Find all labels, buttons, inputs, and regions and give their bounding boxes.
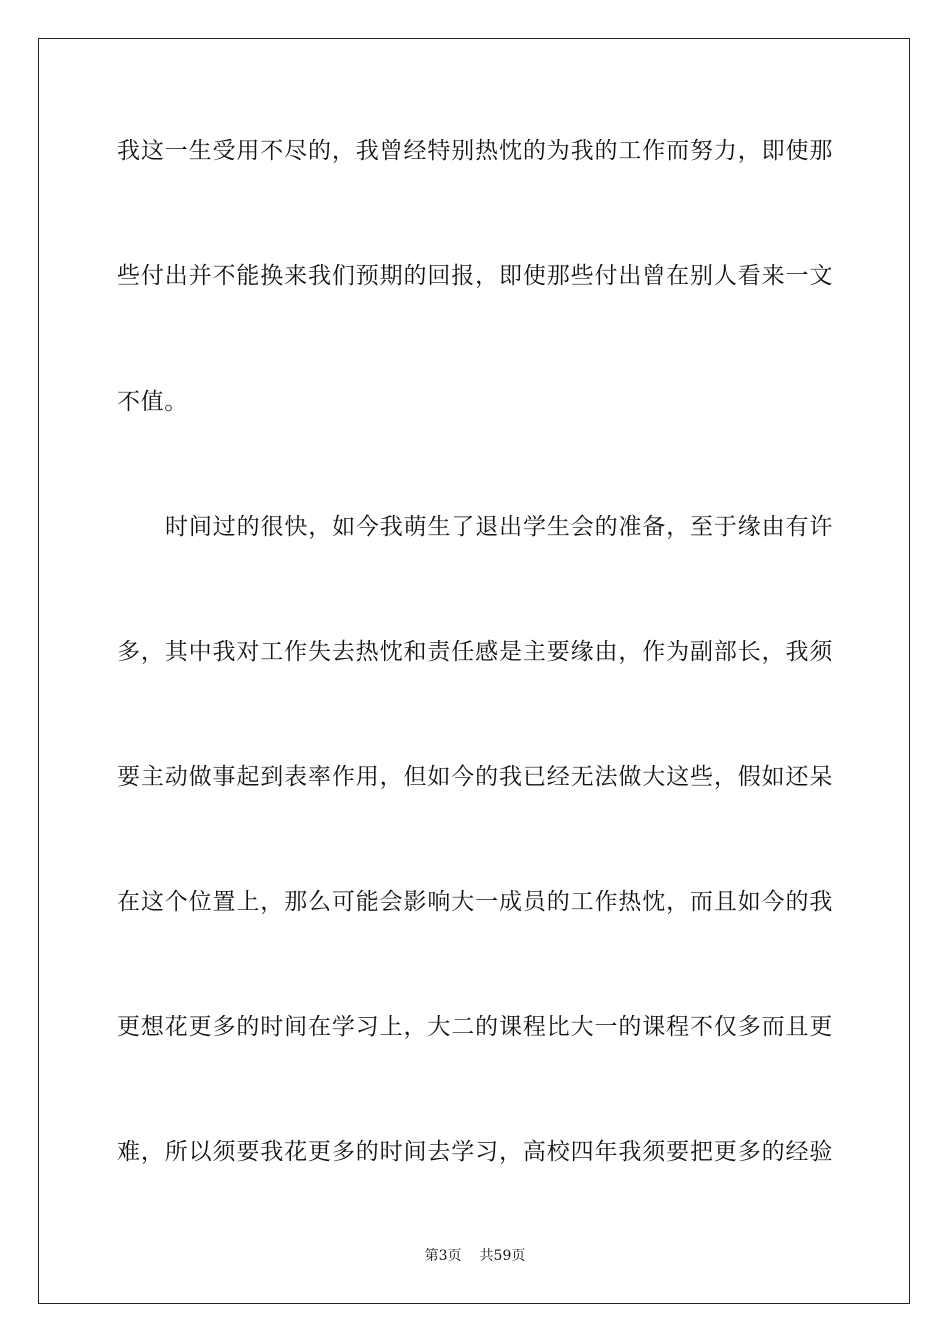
text-line-4: 时间过的很快，如今我萌生了退出学生会的准备，至于缘由有许: [165, 514, 833, 540]
page-border: [38, 38, 910, 1304]
page-footer: [0, 1246, 950, 1266]
text-line-8: 更想花更多的时间在学习上，大二的课程比大一的课程不仅多而且更: [117, 1014, 833, 1040]
text-line-6: 要主动做事起到表率作用，但如今的我已经无法做大这些，假如还呆: [117, 764, 833, 790]
text-line-3: 不值。: [117, 389, 188, 415]
text-line-7: 在这个位置上，那么可能会影响大一成员的工作热忱，而且如今的我: [117, 889, 833, 915]
text-line-9: 难，所以须要我花更多的时间去学习，高校四年我须要把更多的经验: [117, 1139, 833, 1165]
page-total: 共59页: [479, 1248, 526, 1264]
text-line-5: 多，其中我对工作失去热忱和责任感是主要缘由，作为副部长，我须: [117, 639, 833, 665]
text-line-1: 我这一生受用不尽的，我曾经特别热忱的为我的工作而努力，即使那: [117, 138, 833, 164]
text-line-2: 些付出并不能换来我们预期的回报，即使那些付出曾在别人看来一文: [117, 263, 833, 289]
page-number: 第3页: [424, 1248, 462, 1264]
